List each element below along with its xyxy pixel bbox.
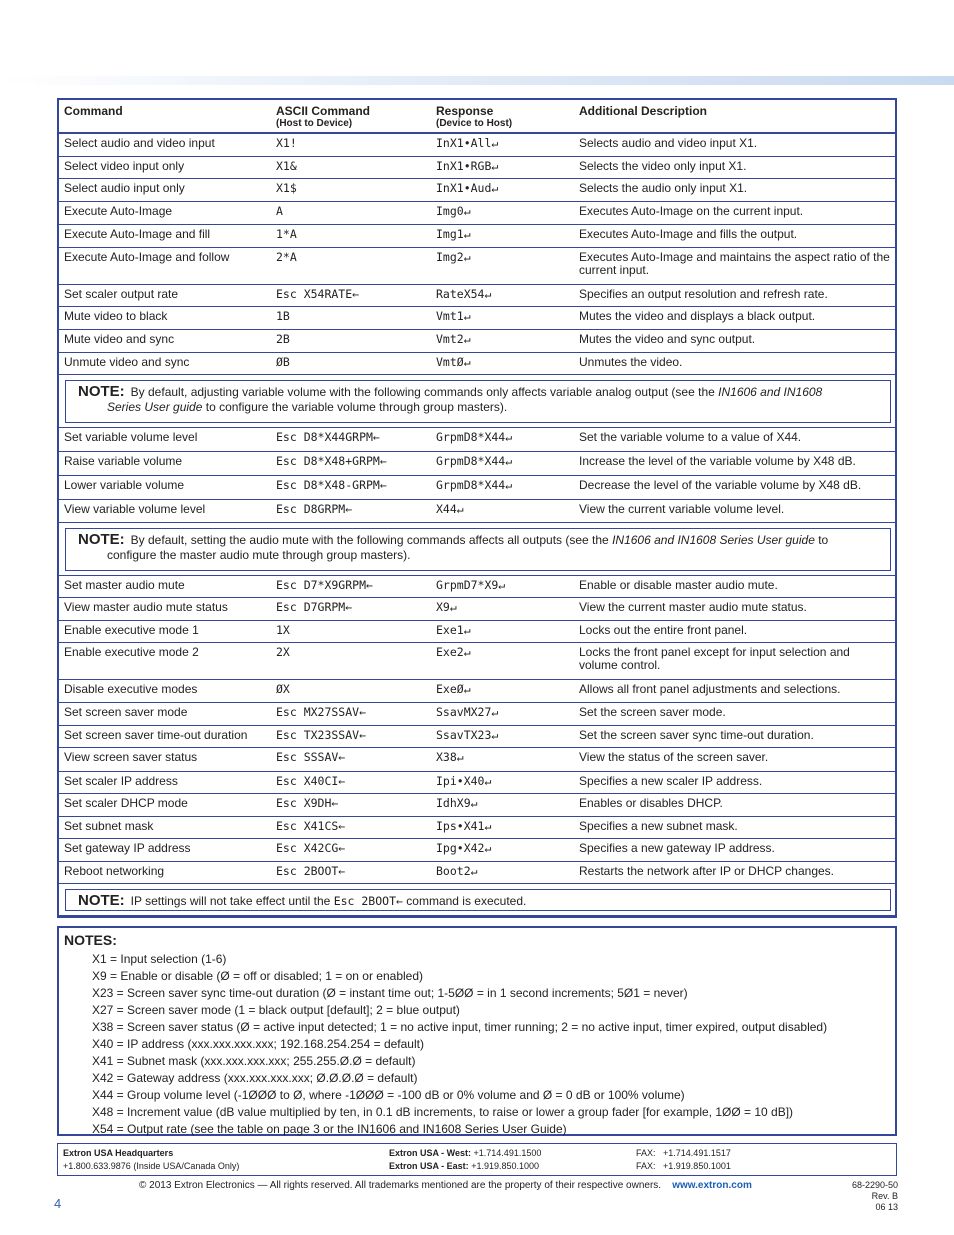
- description-cell: Specifies an output resolution and refresh rate.: [579, 287, 828, 301]
- header-command: Command: [64, 104, 123, 118]
- table-row: [59, 307, 895, 330]
- note-text: IP settings will not take effect until the: [130, 894, 331, 908]
- description-cell: Restarts the network after IP or DHCP changes.: [579, 864, 835, 878]
- hq-title: Extron USA Headquarters: [63, 1148, 174, 1158]
- command-cell: Set subnet mask: [64, 819, 154, 833]
- east-label: Extron USA - East:: [389, 1161, 469, 1171]
- description-cell: Locks out the entire front panel.: [579, 623, 748, 637]
- ascii-cell: Esc SSSAV←: [276, 750, 346, 764]
- doc-rev: Rev. B: [871, 1191, 898, 1201]
- west-label: Extron USA - West:: [389, 1148, 472, 1158]
- command-cell: Set screen saver time-out duration: [64, 728, 248, 742]
- description-cell: Set the screen saver mode.: [579, 705, 726, 719]
- table-row: [59, 862, 895, 884]
- ascii-cell: Esc 2BOOT←: [276, 864, 346, 878]
- response-cell: GrpmD8*X44↵: [436, 454, 513, 468]
- description-cell: Increase the level of the variable volume by X48 dB.: [579, 454, 856, 468]
- description-cell: Mutes the video and sync output.: [579, 332, 756, 346]
- note-text2: to configure the variable volume through group masters).: [205, 400, 508, 414]
- ascii-cell: 2X: [276, 645, 290, 659]
- response-cell: X44↵: [436, 502, 464, 516]
- table-row: [59, 476, 895, 500]
- table-row: [59, 353, 895, 375]
- ascii-cell: X1&: [276, 159, 297, 173]
- response-cell: InX1•All↵: [436, 136, 499, 150]
- description-cell: Selects audio and video input X1.: [579, 136, 758, 150]
- command-cell: View variable volume level: [64, 502, 206, 516]
- copyright: © 2013 Extron Electronics — All rights reserved. All trademarks mentioned are the property of their respective owners.: [139, 1180, 662, 1191]
- table-row: [59, 621, 895, 643]
- table-row: [59, 598, 895, 621]
- response-cell: Boot2↵: [436, 864, 478, 878]
- table-row: [59, 726, 895, 748]
- ascii-cell: Esc D7*X9GRPM←: [276, 578, 373, 592]
- response-cell: Ipi•X40↵: [436, 774, 492, 788]
- notes-line: X9 = Enable or disable (Ø = off or disabled; 1 = on or enabled): [92, 969, 423, 983]
- command-cell: View master audio mute status: [64, 600, 228, 614]
- description-cell: Specifies a new gateway IP address.: [579, 841, 775, 855]
- description-cell: Unmutes the video.: [579, 355, 683, 369]
- command-cell: Select audio input only: [64, 181, 185, 195]
- notes-line: X40 = IP address (xxx.xxx.xxx.xxx; 192.168.254.254 = default): [92, 1037, 424, 1051]
- description-cell: Selects the video only input X1.: [579, 159, 747, 173]
- page-number: 4: [54, 1196, 62, 1211]
- command-cell: Disable executive modes: [64, 682, 198, 696]
- response-cell: SsavMX27↵: [436, 705, 499, 719]
- notes-line: X44 = Group volume level (-1ØØØ to Ø, where -1ØØØ = -100 dB or 0% volume and Ø = 0 dB or 100% volume): [92, 1088, 685, 1102]
- table-row: [59, 839, 895, 862]
- notes-line: X23 = Screen saver sync time-out duration (Ø = instant time out; 1-5ØØ = in 1 second increments; 5Ø1 = never): [92, 986, 688, 1000]
- command-cell: Unmute video and sync: [64, 355, 190, 369]
- hq-phone: +1.800.633.9876 (Inside USA/Canada Only): [63, 1161, 240, 1171]
- table-header: [59, 100, 895, 134]
- ascii-cell: 1X: [276, 623, 290, 637]
- response-cell: Img0↵: [436, 204, 471, 218]
- copyright-line: [139, 1180, 752, 1191]
- ascii-cell: Esc D8GRPM←: [276, 502, 353, 516]
- notes-line: X38 = Screen saver status (Ø = active input detected; 1 = no active input, timer running; 2 = no active input, timer expired, output disabled): [92, 1020, 828, 1034]
- document-number: [848, 1180, 898, 1213]
- header-description: Additional Description: [579, 104, 708, 118]
- ascii-cell: Esc D8*X44GRPM←: [276, 430, 380, 444]
- table-row: [59, 428, 895, 452]
- table-row: [59, 225, 895, 248]
- table-row: [59, 817, 895, 839]
- command-cell: Raise variable volume: [64, 454, 183, 468]
- response-cell: Img1↵: [436, 227, 471, 241]
- table-row: [59, 643, 895, 680]
- fax-west: +1.714.491.1517: [663, 1148, 731, 1158]
- description-cell: Set the screen saver sync time-out duration.: [579, 728, 814, 742]
- response-cell: VmtØ↵: [436, 355, 471, 369]
- command-cell: Lower variable volume: [64, 478, 185, 492]
- ascii-cell: Esc X54RATE←: [276, 287, 360, 301]
- response-cell: ExeØ↵: [436, 682, 471, 696]
- response-cell: X9↵: [436, 600, 457, 614]
- note-text2: command is executed.: [406, 894, 527, 908]
- description-cell: Executes Auto-Image on the current input.: [579, 204, 804, 218]
- ascii-cell: 1B: [276, 309, 290, 323]
- response-cell: SsavTX23↵: [436, 728, 499, 742]
- table-row: [59, 576, 895, 598]
- description-cell: View the current variable volume level.: [579, 502, 785, 516]
- table-row: [59, 157, 895, 179]
- note-row: [59, 375, 895, 428]
- command-cell: Set master audio mute: [64, 578, 185, 592]
- fax-east: +1.919.850.1001: [663, 1161, 731, 1171]
- response-cell: Img2↵: [436, 250, 471, 264]
- description-cell: Specifies a new subnet mask.: [579, 819, 738, 833]
- note-ital: IN1606 and IN1608 Series User guide: [612, 533, 815, 547]
- website-link[interactable]: www.extron.com: [672, 1180, 752, 1191]
- fax-label-west: FAX:: [636, 1148, 656, 1158]
- note-cmd: Esc 2BOOT←: [333, 894, 403, 908]
- table-row: [59, 794, 895, 817]
- ascii-cell: Esc D8*X48-GRPM←: [276, 478, 387, 492]
- command-cell: View screen saver status: [64, 750, 198, 764]
- ascii-cell: Esc X9DH←: [276, 796, 339, 810]
- response-cell: GrpmD7*X9↵: [436, 578, 506, 592]
- description-cell: Allows all front panel adjustments and selections.: [579, 682, 841, 696]
- notes-line: X48 = Increment value (dB value multiplied by ten, in 0.1 dB increments, to raise or lower a group fader [for example, 1ØØ = 10 dB]): [92, 1105, 794, 1119]
- response-cell: InX1•RGB↵: [436, 159, 499, 173]
- command-cell: Set screen saver mode: [64, 705, 188, 719]
- ascii-cell: Esc D7GRPM←: [276, 600, 353, 614]
- note-note3: [65, 889, 891, 911]
- command-cell: Execute Auto-Image: [64, 204, 173, 218]
- description-cell: View the current master audio mute status.: [579, 600, 807, 614]
- command-cell: Select video input only: [64, 159, 185, 173]
- response-cell: Exe2↵: [436, 645, 471, 659]
- description-cell: Enable or disable master audio mute.: [579, 578, 778, 592]
- response-cell: GrpmD8*X44↵: [436, 478, 513, 492]
- command-cell: Enable executive mode 1: [64, 623, 199, 637]
- note-label: NOTE:: [78, 383, 125, 400]
- command-cell: Execute Auto-Image and follow: [64, 250, 230, 264]
- header-ascii: ASCII Command (Host to Device): [276, 104, 371, 129]
- table-row: [59, 772, 895, 794]
- notes-line: X54 = Output rate (see the table on page 3 or the IN1606 and IN1608 Series User Guide): [92, 1122, 567, 1136]
- command-cell: Mute video and sync: [64, 332, 175, 346]
- fax-label-east: FAX:: [636, 1161, 656, 1171]
- response-cell: Vmt1↵: [436, 309, 471, 323]
- table-row: [59, 202, 895, 225]
- west-phone: +1.714.491.1500: [473, 1148, 542, 1158]
- note-note2: [65, 528, 891, 571]
- note-text: By default, adjusting variable volume with the following commands only affects variable analog output (see the: [130, 385, 715, 399]
- description-cell: Specifies a new scaler IP address.: [579, 774, 763, 788]
- note-ital2: Series User guide: [107, 400, 203, 414]
- note-row: [59, 523, 895, 576]
- ascii-cell: Esc TX23SSAV←: [276, 728, 367, 742]
- ascii-cell: 2*A: [276, 250, 297, 264]
- note-note1: [65, 380, 891, 423]
- ascii-cell: X1$: [276, 181, 297, 195]
- ascii-cell: ØB: [276, 355, 290, 369]
- command-cell: Set gateway IP address: [64, 841, 191, 855]
- description-cell: Decrease the level of the variable volume by X48 dB.: [579, 478, 862, 492]
- ascii-cell: ØX: [276, 682, 290, 696]
- header-response: Response (Device to Host): [436, 104, 513, 129]
- command-cell: Set scaler output rate: [64, 287, 179, 301]
- description-cell: Set the variable volume to a value of X44.: [579, 430, 802, 444]
- description-cell: Executes Auto-Image and fills the output.: [579, 227, 798, 241]
- note-text3: configure the master audio mute through group masters).: [107, 548, 411, 562]
- table-row: [59, 500, 895, 523]
- table-row: [59, 285, 895, 307]
- table-row: [59, 134, 895, 157]
- ascii-cell: Esc X40CI←: [276, 774, 346, 788]
- note-ital: IN1606 and IN1608: [718, 385, 823, 399]
- command-cell: Set variable volume level: [64, 430, 198, 444]
- table-row: [59, 330, 895, 353]
- doc-date: 06 13: [875, 1202, 898, 1212]
- note-text2: to: [818, 533, 829, 547]
- description-cell: Enables or disables DHCP.: [579, 796, 723, 810]
- description-cell: Mutes the video and displays a black output.: [579, 309, 816, 323]
- description-cell: Locks the front panel except for input selection and volume control.: [579, 645, 850, 672]
- response-cell: IdhX9↵: [436, 796, 478, 810]
- response-cell: X38↵: [436, 750, 464, 764]
- ascii-cell: X1!: [276, 136, 297, 150]
- response-cell: Exe1↵: [436, 623, 471, 637]
- notes-line: X1 = Input selection (1-6): [92, 952, 227, 966]
- ascii-cell: 2B: [276, 332, 290, 346]
- footer-contacts: [57, 1143, 897, 1176]
- ascii-cell: 1*A: [276, 227, 297, 241]
- command-cell: Reboot networking: [64, 864, 165, 878]
- description-cell: Selects the audio only input X1.: [579, 181, 748, 195]
- notes-line: X42 = Gateway address (xxx.xxx.xxx.xxx; Ø.Ø.Ø.Ø = default): [92, 1071, 418, 1085]
- note-label: NOTE:: [78, 892, 125, 909]
- response-cell: GrpmD8*X44↵: [436, 430, 513, 444]
- notes-line: X27 = Screen saver mode (1 = black output [default]; 2 = blue output): [92, 1003, 460, 1017]
- note-text: By default, setting the audio mute with the following commands affects all outputs (see the: [130, 533, 609, 547]
- ascii-cell: A: [276, 204, 283, 218]
- notes-line: X41 = Subnet mask (xxx.xxx.xxx.xxx; 255.255.Ø.Ø = default): [92, 1054, 416, 1068]
- table-row: [59, 248, 895, 285]
- east-phone: +1.919.850.1000: [471, 1161, 540, 1171]
- command-cell: Set scaler DHCP mode: [64, 796, 188, 810]
- command-cell: Execute Auto-Image and fill: [64, 227, 211, 241]
- note-row: [59, 884, 895, 916]
- ascii-cell: Esc X42CG←: [276, 841, 346, 855]
- response-cell: InX1•Aud↵: [436, 181, 499, 195]
- ascii-cell: Esc X41CS←: [276, 819, 346, 833]
- command-cell: Mute video to black: [64, 309, 168, 323]
- response-cell: Vmt2↵: [436, 332, 471, 346]
- header-gradient-bar: [0, 76, 954, 85]
- notes-box: [57, 926, 897, 1136]
- command-table: [57, 98, 897, 918]
- table-row: [59, 179, 895, 202]
- note-label: NOTE:: [78, 531, 125, 548]
- command-cell: Set scaler IP address: [64, 774, 178, 788]
- description-cell: Executes Auto-Image and maintains the aspect ratio of the current input.: [579, 250, 890, 277]
- command-cell: Select audio and video input: [64, 136, 215, 150]
- table-row: [59, 748, 895, 772]
- table-row: [59, 703, 895, 726]
- table-row: [59, 452, 895, 476]
- response-cell: Ipg•X42↵: [436, 841, 492, 855]
- table-row: [59, 680, 895, 703]
- ascii-cell: Esc MX27SSAV←: [276, 705, 367, 719]
- description-cell: View the status of the screen saver.: [579, 750, 769, 764]
- command-cell: Enable executive mode 2: [64, 645, 199, 659]
- doc-no: 68-2290-50: [851, 1180, 898, 1190]
- ascii-cell: Esc D8*X48+GRPM←: [276, 454, 387, 468]
- notes-title: NOTES:: [64, 932, 117, 948]
- response-cell: Ips•X41↵: [436, 819, 492, 833]
- response-cell: RateX54↵: [436, 287, 492, 301]
